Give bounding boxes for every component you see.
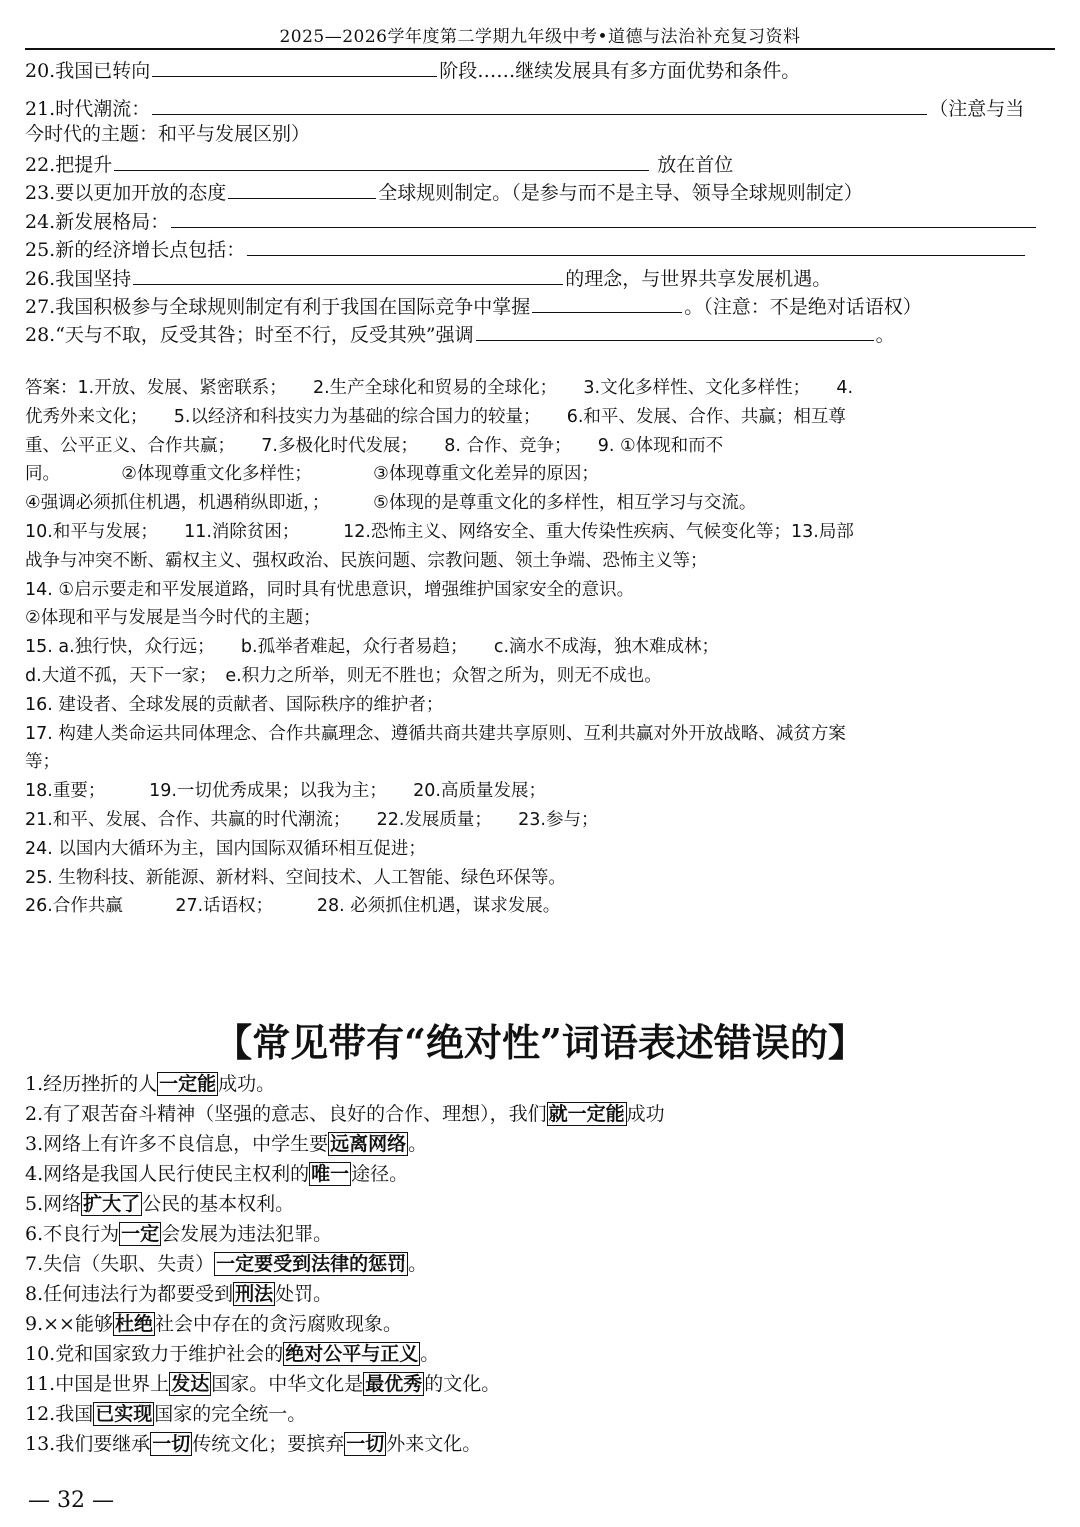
answer-blank [152,56,437,77]
statement-text: 会发展为违法犯罪。 [161,1223,333,1245]
statement-text: 成功。 [218,1073,276,1095]
statement-text: 7.失信（失职、失责） [25,1253,215,1275]
question-line [25,320,895,348]
answer-line: 24. 以国内大循环为主，国内国际双循环相互促进； [25,838,426,859]
answer-line: 14. ①启示要走和平发展道路，同时具有忧患意识，增强维护国家安全的意识。 [25,579,635,600]
boxed-absolute-word: 最优秀 [365,1373,423,1395]
error-statement [25,1281,332,1307]
boxed-absolute-word: 就一定能 [548,1103,625,1125]
error-statement [25,1221,332,1247]
answer-line: 优秀外来文化； 5.以经济和科技实力为基础的综合国力的较量； 6.和平、发展、合作、共赢；相互尊 [25,406,846,427]
question-text: 今时代的主题：和平与发展区别） [25,123,311,145]
error-statement [25,1131,427,1157]
error-statement [25,1341,439,1367]
question-line [25,264,831,292]
statement-text: 处罚。 [275,1283,333,1305]
boxed-absolute-word: 一定 [121,1223,160,1245]
statement-text: 国家的完全统一。 [154,1403,307,1425]
answer-line: 16. 建设者、全球发展的贡献者、国际秩序的维护者； [25,694,444,715]
statement-text: 。 [420,1343,440,1365]
error-statement [25,1401,306,1427]
statement-text: 9.××能够 [25,1313,113,1335]
question-text-after: 。（注意：不是绝对话语权） [684,296,922,318]
boxed-absolute-word: 已实现 [95,1403,153,1425]
page-header: 2025—2026学年度第二学期九年级中考•道德与法治补充复习资料 [279,27,801,47]
question-text-after: （注意与当 [929,98,1025,120]
question-text-after: 全球规则制定。（是参与而不是主导、领导全球规则制定） [378,182,863,204]
question-text: 21.时代潮流： [25,98,151,120]
statement-text: 公民的基本权利。 [142,1193,295,1215]
question-text: 26.我国坚持 [25,268,132,290]
answer-line: 26.合作共赢 27.话语权； 28. 必须抓住机遇，谋求发展。 [25,896,561,917]
statement-text: 6.不良行为 [25,1223,120,1245]
question-text: 23.要以更加开放的态度 [25,182,227,204]
answer-line: 21.和平、发展、合作、共赢的时代潮流； 22.发展质量； 23.参与； [25,810,599,830]
answer-line: 25. 生物科技、新能源、新材料、空间技术、人工智能、绿色环保等。 [25,867,566,888]
statement-text: 11.中国是世界上 [25,1373,170,1395]
question-text-after: 放在首位 [651,154,734,176]
question-line [25,150,733,178]
answer-line: 18.重要； 19.一切优秀成果；以我为主； 20.高质量发展； [25,781,546,802]
statement-text: 8.任何违法行为都要受到 [25,1283,234,1305]
error-statement [25,1191,294,1217]
statement-text: 3.网络上有许多不良信息，中学生要 [25,1133,329,1155]
answer-blank [228,178,376,199]
question-text-after: 阶段……继续发展具有多方面优势和条件。 [439,60,801,82]
page-number: — 32 — [28,1488,114,1513]
statement-text: 社会中存在的贪污腐败现象。 [154,1313,402,1335]
statement-text: 传统文化；要摈弃 [192,1433,345,1455]
answer-line: 同。 ②体现尊重文化多样性； ③体现尊重文化差异的原因； [25,464,599,485]
question-line [25,207,1038,235]
boxed-absolute-word: 一切 [152,1433,191,1455]
statement-text: 成功 [626,1103,665,1125]
boxed-absolute-word: 发达 [171,1373,210,1395]
statement-text: 1.经历挫折的人 [25,1073,158,1095]
statement-text: 13.我们要继承 [25,1433,151,1455]
answer-blank [532,292,682,313]
question-line [25,56,800,84]
section-title: 【常见带有“绝对性”词语表述错误的】 [214,1020,866,1065]
answer-blank [476,320,874,341]
answer-line: 17. 构建人类命运共同体理念、合作共赢理念、遵循共商共建共享原则、互利共赢对外开放战略、减贫方案 [25,723,846,744]
question-text: 25.新的经济增长点包括： [25,239,246,261]
answer-line: 等； [25,752,60,773]
question-text-after: 。 [875,324,895,346]
question-line [25,292,922,320]
error-statement [25,1161,408,1187]
error-statement [25,1371,500,1397]
answer-blank [152,94,927,115]
answer-line: 10.和平与发展； 11.消除贫困； 12.恐怖主义、网络安全、重大传染性疾病、气候变化等；13.局部 [25,522,854,542]
statement-text: 4.网络是我国人民行使民主权利的 [25,1163,310,1185]
question-line [25,121,310,147]
statement-text: 12.我国 [25,1403,94,1425]
error-statement [25,1251,427,1277]
boxed-absolute-word: 杜绝 [114,1313,153,1335]
question-line [25,94,1024,122]
boxed-absolute-word: 唯一 [311,1163,350,1185]
question-text: 28.“天与不取，反受其咎；时至不行，反受其殃”强调 [25,324,474,346]
answer-line: 战争与冲突不断、霸权主义、强权政治、民族问题、宗教问题、领土争端、恐怖主义等； [25,550,708,571]
question-line [25,235,1027,263]
boxed-absolute-word: 刑法 [235,1283,274,1305]
answer-line: 重、公平正义、合作共赢； 7.多极化时代发展； 8. 合作、竞争； 9. ①体现和而不 [25,435,724,456]
error-statement [25,1101,665,1127]
question-text: 20.我国已转向 [25,60,151,82]
statement-text: 国家。中华文化是 [211,1373,364,1395]
question-text: 24.新发展格局： [25,211,170,233]
boxed-absolute-word: 一定要受到法律的惩罚 [216,1253,407,1275]
error-statement [25,1431,481,1457]
statement-text: 。 [408,1133,428,1155]
boxed-absolute-word: 远离网络 [330,1133,407,1155]
statement-text: 。 [408,1253,428,1275]
answer-blank [114,150,649,171]
answer-blank [171,207,1036,228]
question-text: 27.我国积极参与全球规则制定有利于我国在国际竞争中掌握 [25,296,531,318]
answer-line: ④强调必须抓住机遇，机遇稍纵即逝，； ⑤体现的是尊重文化的多样性，相互学习与交流。 [25,493,757,514]
boxed-absolute-word: 绝对公平与正义 [285,1343,419,1365]
question-text-after: 的理念，与世界共享发展机遇。 [565,268,832,290]
statement-text: 外来文化。 [386,1433,482,1455]
header-rule [25,48,1055,50]
statement-text: 的文化。 [424,1373,501,1395]
answer-line: 15. a.独行快，众行远； b.孤举者难起，众行者易趋； c.滴水不成海，独木难成林； [25,637,720,658]
statement-text: 10.党和国家致力于维护社会的 [25,1343,284,1365]
boxed-absolute-word: 一定能 [159,1073,217,1095]
error-statement [25,1071,275,1097]
question-text: 22.把提升 [25,154,113,176]
answer-line: d.大道不孤，天下一家； e.积力之所举，则无不胜也；众智之所为，则无不成也。 [25,666,662,686]
statement-text: 途径。 [351,1163,409,1185]
answer-blank [247,235,1025,256]
question-line [25,178,863,206]
answer-blank [133,264,563,285]
boxed-absolute-word: 扩大了 [83,1193,141,1215]
boxed-absolute-word: 一切 [346,1433,385,1455]
statement-text: 5.网络 [25,1193,82,1215]
error-statement [25,1311,402,1337]
answer-line: ②体现和平与发展是当今时代的主题； [25,608,321,629]
statement-text: 2.有了艰苦奋斗精神（坚强的意志、良好的合作、理想），我们 [25,1103,547,1125]
answer-line: 答案：1.开放、发展、紧密联系； 2.生产全球化和贸易的全球化； 3.文化多样性、文化多样性； 4. [25,378,854,398]
